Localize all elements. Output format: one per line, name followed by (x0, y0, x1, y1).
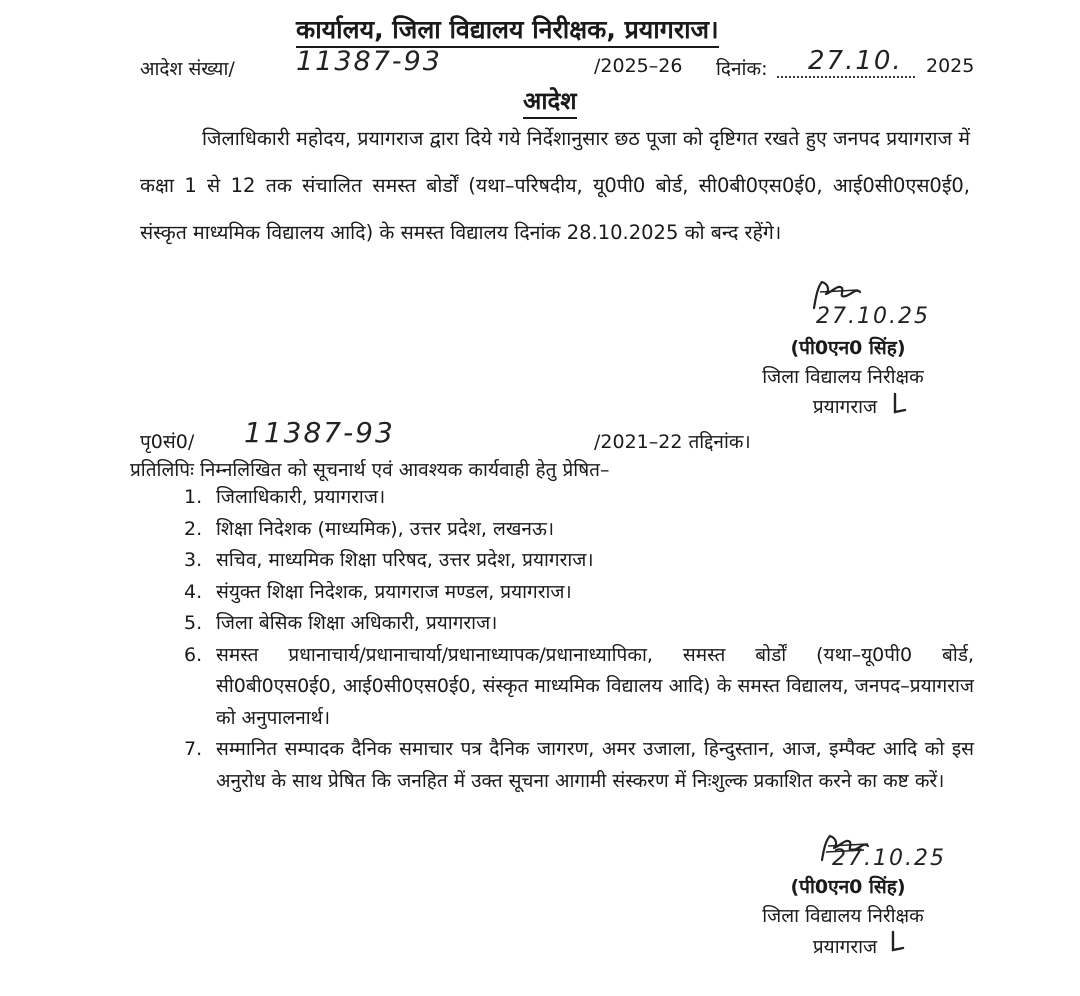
copy-ref-label: पृ0सं0/ (140, 431, 195, 453)
list-item (184, 482, 974, 514)
list-item-number: 6. (184, 643, 203, 666)
list-item-number: 5. (184, 612, 203, 634)
signature-2-place: प्रयागराज (812, 936, 878, 958)
list-item-number: 2. (184, 517, 203, 540)
order-date-handwritten: 27.10. (808, 46, 903, 76)
list-item-text: शिक्षा निदेशक (माध्यमिक), उत्तर प्रदेश, लखनऊ। (216, 517, 555, 540)
list-item-text: समस्त प्रधानाचार्य/प्रधानाचार्या/प्रधानाध्यापक/प्रधानाध्यापिका, समस्त बोर्डों (यथा–यू0पी0 बोर्ड, सी0बी0एस0ई0, आई0सी0एस0ई0, संस्कृत माध्यमिक विद्यालय आदि) के समस्त विद्यालय, जनपद–प्रयागराज को अनुपालनार्थ। (216, 643, 974, 729)
list-item-text: सचिव, माध्यमिक शिक्षा परिषद, उत्तर प्रदेश, प्रयागराज। (216, 549, 594, 571)
list-item-number: 3. (184, 549, 203, 571)
signature-1-designation: जिला विद्यालय निरीक्षक (762, 366, 924, 388)
list-item-text: संयुक्त शिक्षा निदेशक, प्रयागराज मण्डल, प्रयागराज। (216, 580, 572, 603)
list-item-text: सम्मानित सम्पादक दैनिक समाचार पत्र दैनिक जागरण, अमर उजाला, हिन्दुस्तान, आज, इम्पैक्ट आदि को इस अनुरोध के साथ प्रेषित कि जनहित में उक्त सूचना आगामी संस्करण में निःशुल्क प्रकाशित करने का कष्ट करें। (216, 738, 974, 792)
signature-2-name: (पी0एन0 सिंह) (790, 876, 906, 898)
order-no-handwritten: 11387-93 (296, 46, 442, 77)
initial-mark-1 (892, 392, 908, 416)
initial-mark-2 (890, 930, 906, 954)
order-no-label: आदेश संख्या/ (140, 58, 235, 80)
copy-ref-session: /2021–22 तद्दिनांक। (594, 431, 751, 453)
signature-1-date: 27.10.25 (816, 304, 930, 329)
list-item-text: जिला बेसिक शिक्षा अधिकारी, प्रयागराज। (216, 612, 498, 634)
list-item-text: जिलाधिकारी, प्रयागराज। (216, 486, 386, 508)
list-item (184, 608, 974, 640)
order-session: /2025–26 (594, 55, 683, 77)
order-heading: आदेश (523, 84, 577, 119)
copy-intro: प्रतिलिपिः निम्नलिखित को सूचनार्थ एवं आवश्यक कार्यवाही हेतु प्रेषित– (130, 459, 610, 481)
list-item (184, 734, 974, 797)
signature-2-date: 27.10.25 (832, 846, 946, 871)
office-title: कार्यालय, जिला विद्यालय निरीक्षक, प्रयागराज। (296, 12, 719, 48)
order-date-year: 2025 (926, 55, 975, 77)
order-body: जिलाधिकारी महोदय, प्रयागराज द्वारा दिये गये निर्देशानुसार छठ पूजा को दृष्टिगत रखते हुए जनपद प्रयागराज में कक्षा 1 से 12 तक संचालित समस्त बोर्डों (यथा–परिषदीय, यू0पी0 बोर्ड, सी0बी0एस0ई0, आई0सी0एस0ई0, संस्कृत माध्यमिक विद्यालय आदि) के समस्त विद्यालय दिनांक 28.10.2025 को बन्द रहेंगे। (140, 127, 970, 244)
list-item-number: 7. (184, 738, 203, 760)
list-item (184, 577, 974, 609)
list-item (184, 545, 974, 577)
recipient-list (184, 482, 974, 797)
order-date-label: दिनांक: (716, 58, 768, 80)
list-item (184, 640, 974, 735)
list-item-number: 1. (184, 486, 203, 508)
list-item (184, 514, 974, 546)
copy-ref-handwritten: 11387-93 (244, 416, 395, 449)
signature-1-name: (पी0एन0 सिंह) (790, 337, 906, 359)
signature-1-place: प्रयागराज (812, 396, 878, 418)
signature-2-designation: जिला विद्यालय निरीक्षक (762, 905, 924, 927)
list-item-number: 4. (184, 580, 203, 603)
